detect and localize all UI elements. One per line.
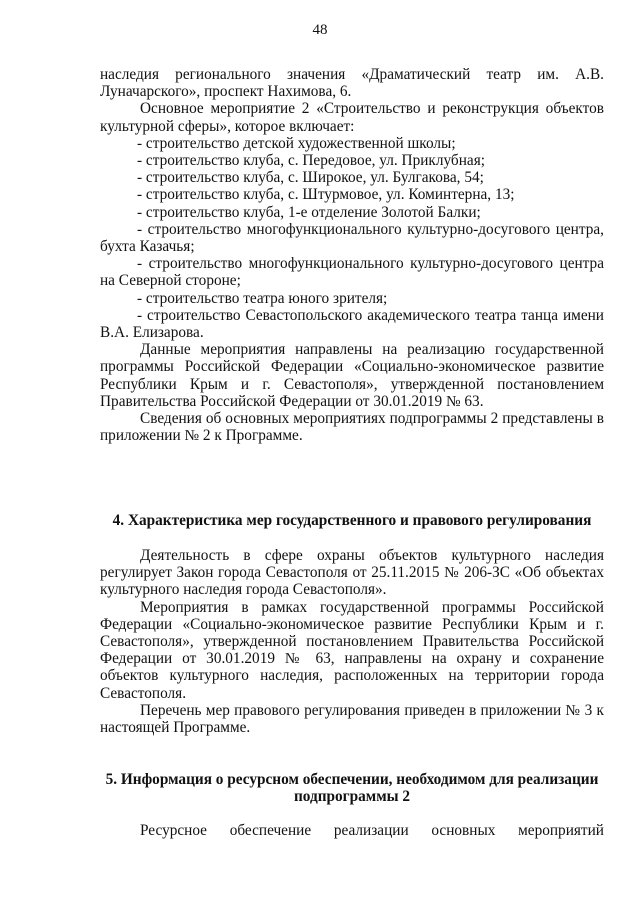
paragraph: наследия регионального значения «Драматический театр им. А.В. Луначарского», проспект Нахимова, 6. — [100, 66, 604, 101]
section-4-body — [100, 547, 604, 736]
section-5-body — [100, 822, 604, 839]
paragraph: Ресурсное обеспечение реализации основных мероприятий — [140, 822, 604, 839]
paragraph: Мероприятия в рамках государственной программы Российской Федерации «Социально-экономическое развитие Республики Крым и г. Севастополя», утвержденной постановлением Правительства Российской Федерации от 30.01.2019 № 63, направлены на охрану и сохранение объектов культурного наследия, расположенных на территории города Севастополя. — [100, 598, 604, 702]
section-5-title-line-1: 5. Информация о ресурсном обеспечении, необходимом для реализации — [105, 771, 599, 788]
section-5-title-line-2: подпрограммы 2 — [293, 788, 411, 806]
section-4-title: 4. Характеристика мер государственного и правового регулирования — [112, 512, 592, 529]
list-item: - строительство клуба, с. Широкое, ул. Булгакова, 54; — [137, 169, 484, 187]
list-item: - строительство театра юного зрителя; — [137, 289, 388, 307]
list-item: - строительство клуба, с. Штурмовое, ул. Коминтерна, 13; — [137, 186, 515, 204]
paragraph: Сведения об основных мероприятиях подпрограммы 2 представлены в приложении № 2 к Программе. — [100, 410, 604, 445]
section-5-title — [100, 771, 604, 805]
list-item: - строительство клуба, 1-е отделение Золотой Балки; — [137, 203, 481, 221]
list-item: - строительство многофункционального культурно-досугового центра на Северной стороне; — [100, 255, 604, 290]
list-item: - строительство детской художественной школы; — [137, 134, 456, 152]
paragraph: Перечень мер правового регулирования приведен в приложении № 3 к настоящей Программе. — [100, 701, 604, 737]
paragraph: Деятельность в сфере охраны объектов культурного наследия регулирует Закон города Севастополя от 25.11.2015 № 206-ЗС «Об объектах культурного наследия города Севастополя». — [100, 547, 604, 599]
list-item: - строительство клуба, с. Передовое, ул. Приклубная; — [137, 152, 485, 170]
list-item: - строительство Севастопольского академического театра танца имени В.А. Елизарова. — [100, 306, 604, 342]
paragraph: Основное мероприятие 2 «Строительство и реконструкция объектов культурной сферы», которое включает: — [100, 100, 604, 135]
intro-block — [100, 66, 604, 444]
paragraph: Данные мероприятия направлены на реализацию государственной программы Российской Федерации «Социально-экономическое развитие Республики Крым и г. Севастополя», утвержденной постановлением Правительства Российской Федерации от 30.01.2019 № 63. — [100, 341, 604, 410]
list-item: - строительство многофункционального культурно-досугового центра, бухта Казачья; — [100, 220, 604, 256]
page-number: 48 — [312, 22, 328, 38]
